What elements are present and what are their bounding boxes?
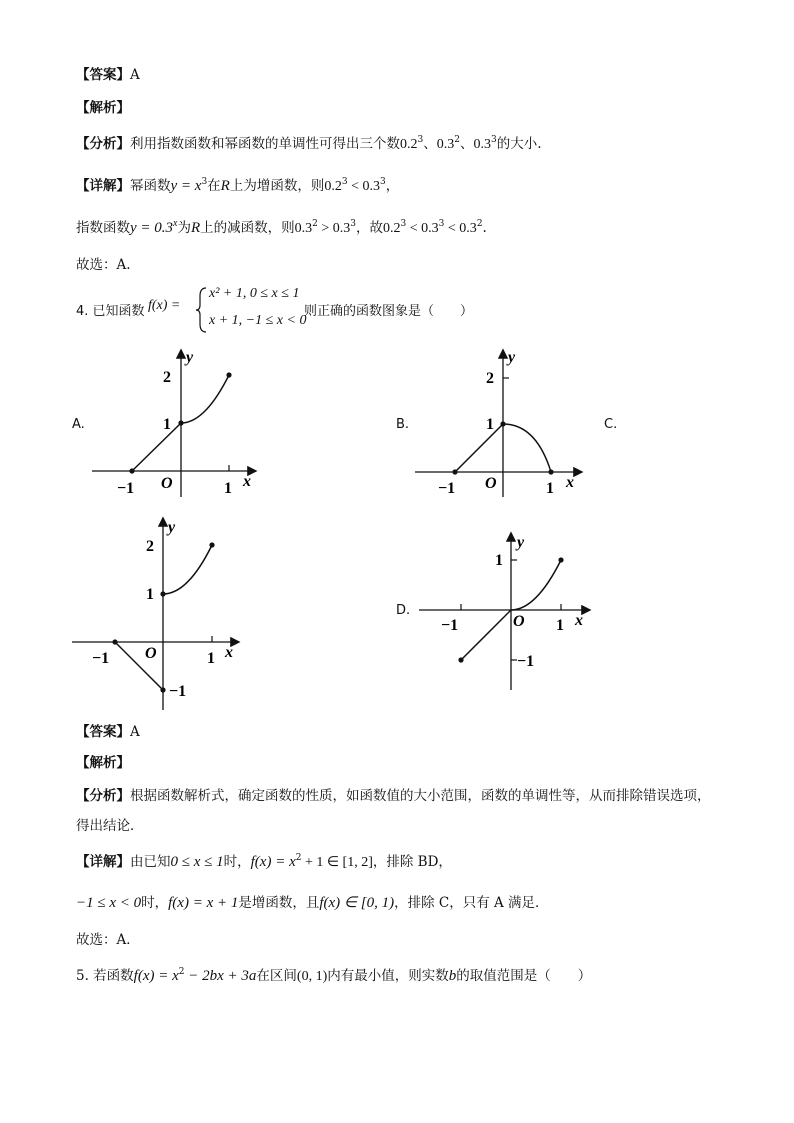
q3-analysis-line — [76, 98, 130, 118]
axis-label-x: x — [575, 612, 583, 629]
graph-b — [413, 345, 588, 505]
point-1-1 — [558, 557, 563, 562]
exp: 3 — [341, 177, 348, 187]
exp: 2 — [178, 967, 185, 977]
exp: 3 — [201, 177, 208, 187]
q4-piece-2: x + 1, −1 ≤ x < 0 — [209, 313, 307, 328]
point-0-1 — [178, 420, 183, 425]
fenxi-text: 得出结论． — [76, 818, 144, 834]
text: 由已知 — [130, 854, 171, 870]
q4-stem-pre: 4. 已知函数 — [76, 304, 145, 319]
q3-answer-line — [76, 65, 140, 85]
math: b — [448, 968, 457, 984]
text: 时， — [141, 895, 169, 911]
tick-label-1: 1 — [556, 617, 564, 634]
tick-label-neg1: −1 — [441, 617, 459, 634]
math: R — [220, 178, 230, 194]
exp: 3 — [400, 219, 407, 229]
axis-label-x: x — [243, 473, 251, 490]
tick-label-1: 1 — [207, 650, 215, 667]
q5-stem-pre: 5. 若函数 — [76, 968, 134, 984]
tick-label-y1: 1 — [146, 586, 154, 603]
text: ，故 — [356, 220, 384, 236]
linear-piece — [455, 424, 503, 472]
point-1-0 — [548, 469, 553, 474]
choose-text: 故选：A. — [76, 257, 131, 273]
math: 0 ≤ x ≤ 1 — [170, 854, 224, 870]
math: − 2bx + 3a — [184, 968, 257, 984]
q4-analysis-line — [76, 753, 130, 773]
point-neg1-neg1 — [458, 657, 463, 662]
tick-label-y1: 1 — [163, 416, 171, 433]
text: 时， — [223, 854, 251, 870]
exp: x — [173, 218, 178, 229]
math: < 0.3 — [444, 221, 477, 236]
math: 0.2 — [400, 137, 418, 152]
graph-d — [417, 528, 597, 698]
point-1-2 — [209, 542, 214, 547]
xiangjie-tag: 【详解】 — [76, 854, 130, 870]
q4-choose-line — [76, 930, 140, 950]
fenxi-text: 利用指数函数和幂函数的单调性可得出三个数 — [130, 136, 400, 152]
math: < 0.3 — [347, 179, 380, 194]
tick-label-y2: 2 — [486, 370, 494, 387]
answer-tag: 【答案】 — [76, 724, 130, 740]
linear-piece — [461, 610, 511, 660]
q4-stem-post: 则正确的函数图象是（ ） — [304, 304, 474, 319]
math: 0.3 — [294, 221, 313, 236]
q4-fenxi-line-2 — [76, 816, 144, 836]
point-0-neg1 — [160, 687, 165, 692]
point-0-1 — [160, 591, 165, 596]
graph-c — [70, 515, 245, 715]
exp: 2 — [295, 853, 302, 863]
exp: 2 — [454, 135, 460, 145]
option-c-label: C. — [604, 417, 618, 432]
text: 上的减函数，则 — [200, 220, 295, 236]
xiangjie-tag: 【详解】 — [76, 178, 130, 194]
fenxi-tag: 【分析】 — [76, 136, 130, 152]
q3-fenxi-line — [76, 134, 542, 155]
tick-label-yneg1: −1 — [169, 683, 187, 700]
text: ，排除 C，只有 A 满足． — [394, 895, 549, 911]
exp: 3 — [438, 219, 445, 229]
option-a-label: A. — [72, 417, 85, 432]
axis-label-x: x — [566, 474, 574, 491]
math: f(x) = x — [133, 968, 179, 984]
text: ， — [385, 178, 400, 194]
math: 0.2 — [324, 179, 342, 194]
text: 内有最小值，则实数 — [327, 968, 449, 984]
q4-fx: f(x) = — [148, 298, 181, 313]
text: 指数函数 — [76, 220, 130, 236]
tick-label-neg1: −1 — [92, 650, 110, 667]
fenxi-text: 的大小. — [496, 136, 542, 152]
exp: 3 — [490, 135, 497, 145]
math: > 0.3 — [317, 221, 351, 236]
text: 幂函数 — [130, 178, 171, 194]
q4-xiangjie-line-1 — [76, 852, 452, 873]
fenxi-text: 根据函数解析式，确定函数的性质，如函数值的大小范围，函数的单调性等，从而排除错误选项， — [130, 788, 711, 804]
analysis-tag: 【解析】 — [76, 100, 130, 116]
exp: 3 — [379, 177, 386, 187]
math: f(x) = x — [250, 854, 296, 870]
exp: 2 — [476, 219, 483, 229]
point-neg1-0 — [452, 469, 457, 474]
tick-label-1: 1 — [224, 480, 232, 497]
q3-xiangjie-line-1 — [76, 176, 399, 197]
tick-label-neg1: −1 — [438, 480, 456, 497]
text: 的取值范围是（ ） — [456, 968, 592, 984]
axis-label-x: x — [225, 644, 233, 661]
q4-piece-1: x² + 1, 0 ≤ x ≤ 1 — [209, 286, 300, 301]
piecewise-brace — [196, 286, 208, 334]
math: −1 ≤ x < 0 — [76, 895, 142, 911]
math: (0, 1) — [296, 969, 328, 984]
sep: 、 — [423, 136, 437, 152]
tick-label-neg1: −1 — [117, 480, 135, 497]
exp: 2 — [312, 219, 318, 229]
analysis-tag: 【解析】 — [76, 755, 130, 771]
option-d-label: D. — [396, 603, 411, 618]
tick-label-y1: 1 — [486, 416, 494, 433]
tick-label-1: 1 — [546, 480, 554, 497]
origin-label: O — [161, 475, 173, 492]
math: 0.2 — [383, 221, 401, 236]
q3-choose-line — [76, 255, 131, 275]
axis-label-y: y — [168, 519, 176, 536]
exp: 3 — [417, 135, 424, 145]
q4-answer-line — [76, 722, 140, 742]
tick-label-y2: 2 — [163, 369, 171, 386]
answer-value: A — [130, 67, 140, 83]
axis-label-y: y — [186, 349, 194, 366]
origin-label: O — [513, 613, 525, 630]
axis-label-y: y — [517, 534, 525, 551]
math: y = 0.3 — [130, 220, 174, 236]
math: 0.3 — [473, 137, 491, 152]
math: + 1 ∈ [1, 2] — [301, 855, 373, 870]
math: 0.3 — [436, 137, 455, 152]
text: 在 — [207, 178, 221, 194]
tick-label-y1: 1 — [495, 552, 503, 569]
axis-label-y: y — [508, 349, 516, 366]
q4-fenxi-line-1 — [76, 786, 711, 806]
parabola-piece — [181, 375, 229, 423]
origin-label: O — [485, 475, 497, 492]
linear-piece — [132, 423, 181, 471]
sep: 、 — [459, 136, 474, 152]
tick-label-yneg1: −1 — [517, 653, 535, 670]
math: y = x — [170, 178, 202, 194]
text: 在区间 — [256, 968, 297, 984]
answer-value: A — [130, 724, 140, 740]
math: R — [190, 220, 201, 236]
choose-text: 故选：A． — [76, 932, 140, 948]
fenxi-tag: 【分析】 — [76, 788, 130, 804]
text: 是增函数，且 — [238, 895, 320, 911]
tick-label-y2: 2 — [146, 538, 154, 555]
point-0-1 — [500, 421, 505, 426]
q4-xiangjie-line-2 — [76, 893, 549, 913]
point-neg1-0 — [129, 468, 134, 473]
text: 上为增函数，则 — [229, 178, 325, 194]
answer-tag: 【答案】 — [76, 67, 130, 83]
q5-stem — [76, 966, 591, 987]
q3-xiangjie-line-2 — [76, 218, 487, 239]
exp: 3 — [350, 219, 357, 229]
text: . — [482, 220, 487, 236]
text: 为 — [177, 220, 191, 236]
text: ，排除 BD， — [372, 854, 452, 870]
math: f(x) = x + 1 — [168, 895, 239, 911]
math: f(x) ∈ [0, 1) — [319, 895, 395, 911]
math: < 0.3 — [406, 221, 439, 236]
point-1-2 — [226, 372, 231, 377]
parabola-piece — [511, 560, 561, 610]
parabola-piece — [503, 424, 551, 472]
point-neg1-0 — [112, 639, 117, 644]
option-b-label: B. — [396, 417, 410, 432]
parabola-piece — [163, 545, 212, 594]
graph-a — [90, 345, 265, 505]
origin-label: O — [145, 645, 157, 662]
